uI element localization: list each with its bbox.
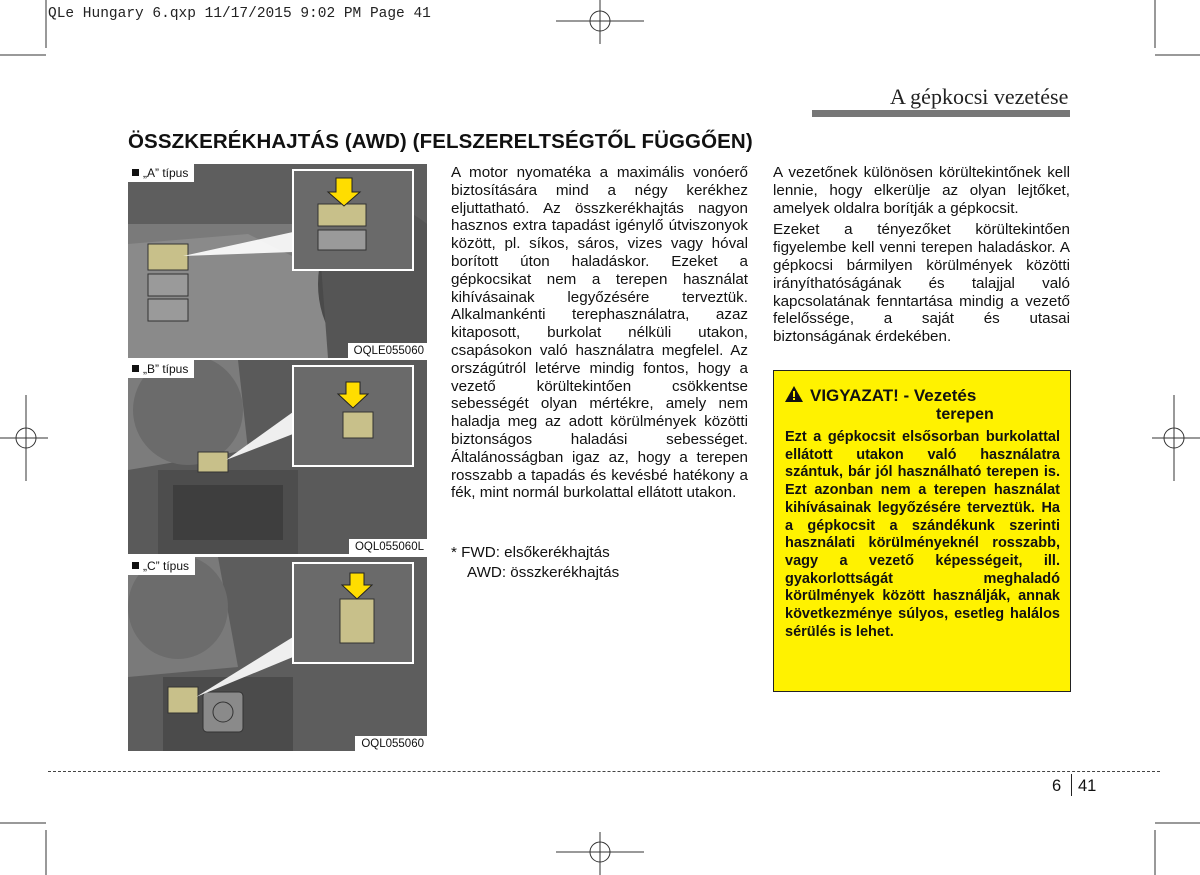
driver-responsibility	[773, 164, 1070, 346]
chapter-number: 6	[1052, 777, 1062, 795]
warning-title: VIGYAZAT! - Vezetés	[784, 385, 976, 406]
awd-description-paragraph: A motor nyomatéka a maximális vonóerő biztosítására mind a négy kerékhez eljuttatható. Az összkerékhajtás nagyon hasznos extra tapadást igénylő útviszonyok között, pl. síkos, sáros, vizes vagy hóval borított úton haladáskor. Ezeket a gépkocsikat nem a terepen használat kihívásainak legyőzésére terveztük. Alkalmankénti terephasználatra, azaz kitaposott, burkolat nélküli utakon, csapásokon való használatra megfelel. Az országútról letérve mindig fontos, hogy a vezető körültekintően csökkentse sebességét olyan mértékre, amely nem haladja meg az adott körülmények közötti biztonságos haladási sebességet. Általánosságban igaz az, hogy a terepen rosszabb a tapadás és kevésbé hatékony a fék, mint normál burkolattal ellátott utakon.	[451, 164, 748, 502]
section-title: A gépkocsi vezetése	[890, 84, 1069, 109]
figure-c-type-label: „C” típus	[128, 557, 195, 575]
awd-description	[451, 164, 748, 502]
figure-a-code: OQLE055060	[348, 343, 427, 358]
figure-b-type-label: „B” típus	[128, 360, 194, 378]
footnote-awd: AWD: összkerékhajtás	[467, 564, 620, 581]
warning-triangle-icon	[784, 385, 804, 403]
figure-c	[128, 557, 427, 751]
main-heading: ÖSSZKERÉKHAJTÁS (AWD) (FELSZERELTSÉGTŐL FÜGGŐEN)	[128, 130, 753, 153]
figure-a-type-label: „A” típus	[128, 164, 194, 182]
driver-responsibility-paragraph-2: Ezeket a tényezőket körültekintően figyelembe kell venni terepen haladáskor. A gépkocsi bármilyen körülmények közötti irányíthatóságának és talajjal való kapcsolatának fenntartása mindig a vezető felelőssége, a saját és utasai biztonságának érdekében.	[773, 221, 1070, 346]
awd-button-illustration-c	[128, 557, 427, 751]
awd-button-illustration-a	[128, 164, 427, 358]
figure-b-code: OQL055060L	[349, 539, 427, 554]
page-number-separator	[1071, 774, 1072, 796]
page-number: 41	[1078, 777, 1097, 795]
print-header: QLe Hungary 6.qxp 11/17/2015 9:02 PM Page 41	[48, 6, 431, 22]
footnote-fwd: * FWD: elsőkerékhajtás	[451, 544, 610, 561]
driver-responsibility-paragraph-1: A vezetőnek különösen körültekintőnek kell lennie, hogy elkerülje az olyan lejtőket, amelyek oldalra borítják a gépkocsit.	[773, 164, 1070, 217]
warning-title-line2: terepen	[936, 406, 994, 423]
awd-button-illustration-b	[128, 360, 427, 554]
figure-c-code: OQL055060	[355, 736, 427, 751]
warning-box	[773, 370, 1071, 692]
figure-a	[128, 164, 427, 358]
section-title-rule	[812, 110, 1070, 117]
figure-b	[128, 360, 427, 554]
footnote	[451, 543, 619, 583]
warning-body: Ezt a gépkocsit elsősorban burkolattal ellátott utakon való használatra szántuk, bár jól használható terepen is. Ezt azonban nem a terepen használat kihívásainak legyőzésére terveztük. Ha a gépkocsit a szándékunk szerinti használati körülményeknél rosszabb, vagy a vezető képességeit, ill. gyakorlottságát meghaladó körülmények között használják, annak következménye súlyos, esetleg halálos sérülés is lehet.	[785, 429, 1060, 640]
footer-dashed-rule	[48, 771, 1160, 772]
